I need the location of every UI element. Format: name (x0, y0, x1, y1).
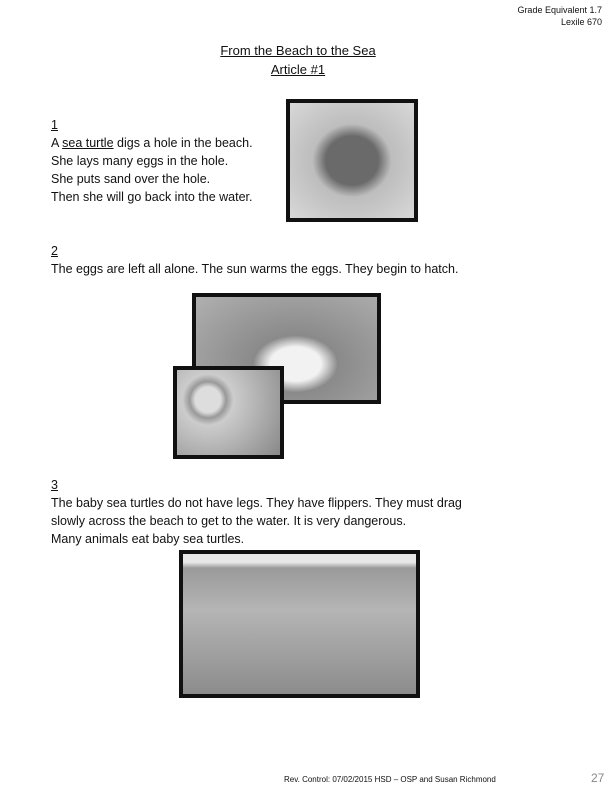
text-line: A sea turtle digs a hole in the beach. (51, 136, 253, 150)
grade-equivalent: Grade Equivalent 1.7 (517, 5, 602, 15)
page-number: 27 (591, 771, 605, 785)
lexile: Lexile 670 (560, 17, 602, 27)
article-number: Article #1 (270, 62, 326, 77)
section-number: 2 (51, 244, 58, 258)
text-line: Many animals eat baby sea turtles. (51, 532, 245, 546)
text-line: She lays many eggs in the hole. (51, 154, 229, 168)
section-number: 3 (51, 478, 58, 492)
baby-turtles-beach-photo (179, 550, 420, 698)
section-1 (51, 116, 253, 206)
page-title: From the Beach to the Sea (220, 43, 376, 58)
revision-footer: Rev. Control: 07/02/2015 HSD – OSP and Susan Richmond (284, 775, 496, 784)
section-2 (51, 242, 458, 278)
section-3 (51, 476, 462, 548)
vocab-term: sea turtle (62, 136, 114, 150)
text-line: slowly across the beach to get to the water. It is very dangerous. (51, 514, 407, 528)
turtle-eggs-photo (173, 366, 284, 459)
text-line: She puts sand over the hole. (51, 172, 211, 186)
text-line: Then she will go back into the water. (51, 190, 253, 204)
sea-turtle-photo (286, 99, 418, 222)
text-line: The eggs are left all alone. The sun warms the eggs. They begin to hatch. (51, 262, 459, 276)
text-line: The baby sea turtles do not have legs. They have flippers. They must drag (51, 496, 462, 510)
section-number: 1 (51, 118, 58, 132)
